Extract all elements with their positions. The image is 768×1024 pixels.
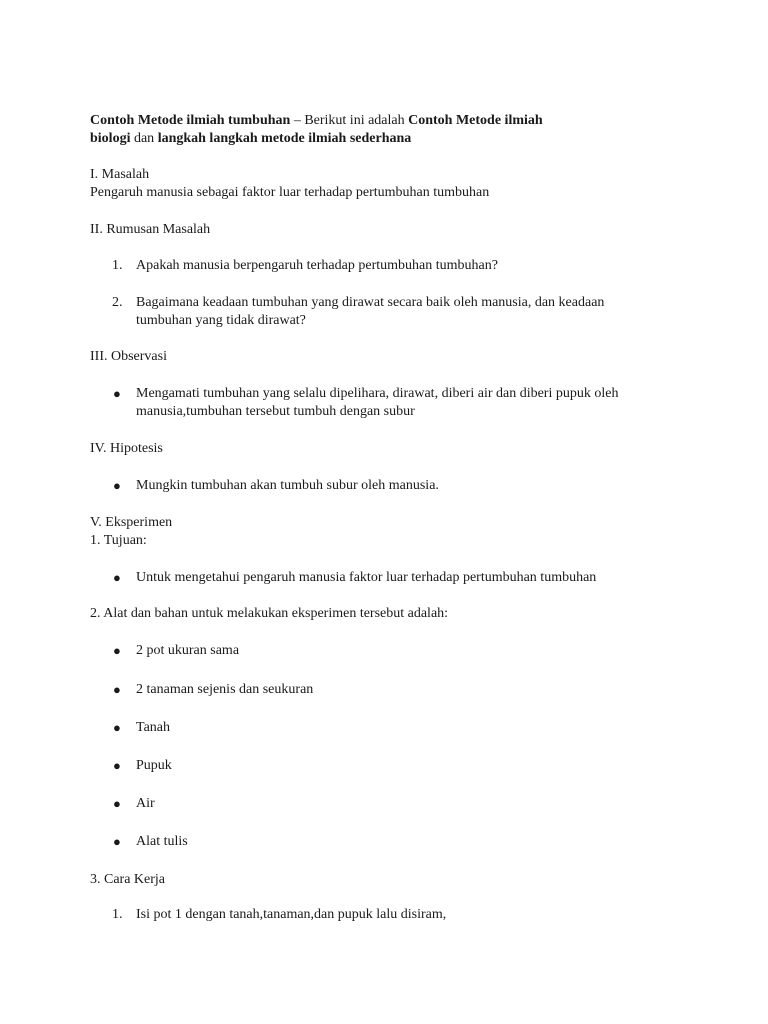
intro-bold-biologi: biologi: [90, 131, 131, 146]
list-item: Bagaimana keadaan tumbuhan yang dirawat secara baik oleh manusia, dan keadaan: [136, 295, 605, 310]
subsection-tujuan: 1. Tujuan:: [90, 533, 147, 548]
section-hipotesis-heading: IV. Hipotesis: [90, 441, 163, 456]
bullet-icon: ●: [113, 720, 121, 735]
bullet-icon: ●: [113, 758, 121, 773]
list-item: Mungkin tumbuhan akan tumbuh subur oleh manusia.: [136, 478, 439, 493]
list-item: Mengamati tumbuhan yang selalu dipelihara, dirawat, diberi air dan diberi pupuk oleh: [136, 386, 619, 401]
list-number: 2.: [112, 295, 123, 310]
list-item: 2 tanaman sejenis dan seukuran: [136, 682, 314, 697]
bullet-icon: ●: [113, 796, 121, 811]
bullet-icon: ●: [113, 834, 121, 849]
subsection-alat-bahan: 2. Alat dan bahan untuk melakukan eksperimen tersebut adalah:: [90, 606, 449, 621]
list-item: Tanah: [136, 720, 171, 735]
section-masalah-heading: I. Masalah: [90, 167, 150, 182]
bullet-icon: ●: [113, 386, 121, 401]
list-item: Pupuk: [136, 758, 172, 773]
section-rumusan-heading: II. Rumusan Masalah: [90, 222, 211, 237]
intro-line-1: [90, 112, 543, 130]
list-item-continuation: manusia,tumbuhan tersebut tumbuh dengan subur: [136, 404, 415, 419]
intro-conjunction: dan: [130, 131, 158, 146]
intro-bold-steps: langkah langkah metode ilmiah sederhana: [157, 131, 412, 146]
bullet-icon: ●: [113, 643, 121, 658]
section-masalah-text: Pengaruh manusia sebagai faktor luar terhadap pertumbuhan tumbuhan: [90, 185, 490, 200]
subsection-cara-kerja: 3. Cara Kerja: [90, 872, 166, 887]
intro-line-2: [90, 130, 411, 148]
bullet-icon: ●: [113, 682, 121, 697]
intro-text: – Berikut ini adalah: [290, 113, 409, 128]
list-item: 2 pot ukuran sama: [136, 643, 240, 658]
list-item: Alat tulis: [136, 834, 188, 849]
list-number: 1.: [112, 258, 123, 273]
list-item: Isi pot 1 dengan tanah,tanaman,dan pupuk lalu disiram,: [136, 907, 447, 922]
list-number: 1.: [112, 907, 123, 922]
intro-bold-phrase: Contoh Metode ilmiah: [408, 113, 543, 128]
list-item: Untuk mengetahui pengaruh manusia faktor luar terhadap pertumbuhan tumbuhan: [136, 570, 597, 585]
section-observasi-heading: III. Observasi: [90, 349, 167, 364]
bullet-icon: ●: [113, 570, 121, 585]
intro-bold-title: Contoh Metode ilmiah tumbuhan: [90, 113, 291, 128]
section-eksperimen-heading: V. Eksperimen: [90, 515, 173, 530]
list-item: Air: [136, 796, 155, 811]
list-item: Apakah manusia berpengaruh terhadap pertumbuhan tumbuhan?: [136, 258, 498, 273]
bullet-icon: ●: [113, 478, 121, 493]
list-item-continuation: tumbuhan yang tidak dirawat?: [136, 313, 306, 328]
